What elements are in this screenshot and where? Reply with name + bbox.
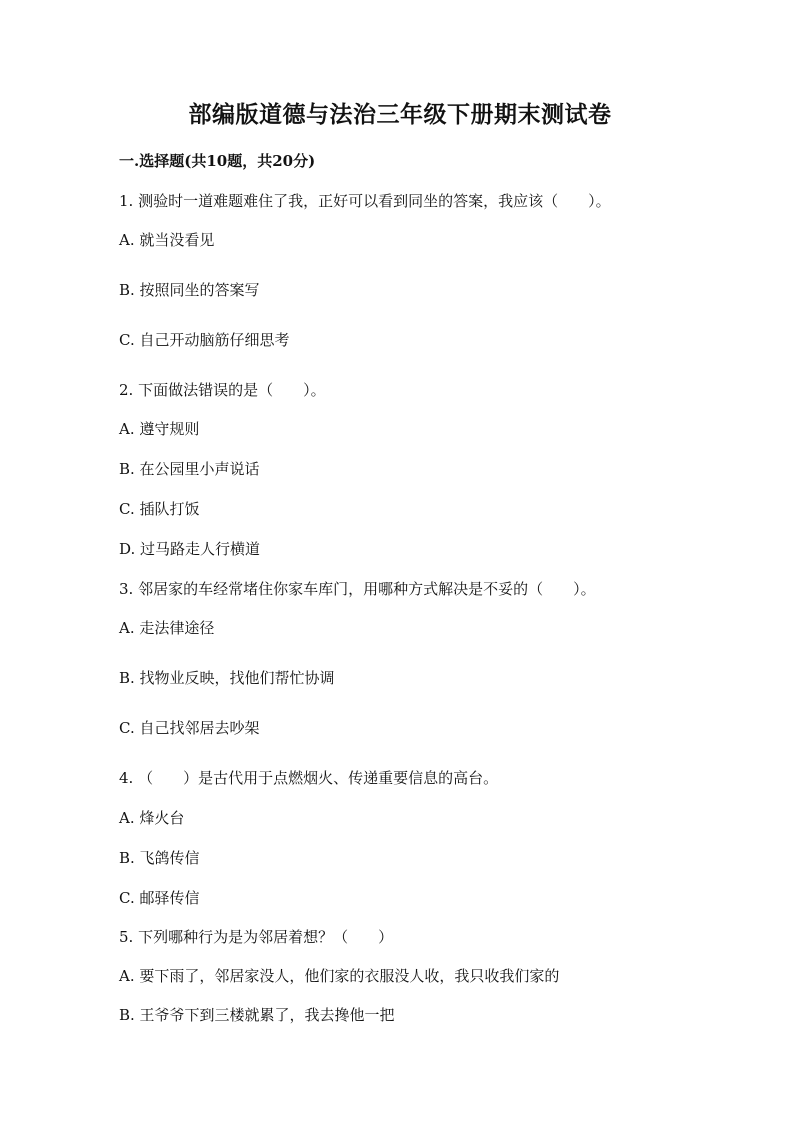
question-1-stem: 1. 测验时一道难题难住了我，正好可以看到同坐的答案，我应该（ ）。 xyxy=(119,192,611,210)
question-5-option-b: B. 王爷爷下到三楼就累了，我去搀他一把 xyxy=(119,1006,395,1024)
question-2-stem: 2. 下面做法错误的是（ ）。 xyxy=(119,381,326,399)
question-4-stem: 4. （ ）是古代用于点燃烟火、传递重要信息的高台。 xyxy=(119,769,499,787)
question-5-option-a: A. 要下雨了，邻居家没人，他们家的衣服没人收，我只收我们家的 xyxy=(119,967,560,985)
question-1-option-a: A. 就当没看见 xyxy=(119,231,215,249)
question-5-stem: 5. 下列哪种行为是为邻居着想？（ ） xyxy=(119,928,394,946)
question-1-option-b: B. 按照同坐的答案写 xyxy=(119,281,260,299)
section-heading: 一.选择题(共10题，共20分) xyxy=(119,152,316,170)
question-2-option-a: A. 遵守规则 xyxy=(119,420,200,438)
question-4-option-c: C. 邮驿传信 xyxy=(119,889,200,907)
question-2-option-b: B. 在公园里小声说话 xyxy=(119,460,260,478)
question-4-option-a: A. 烽火台 xyxy=(119,809,185,827)
question-2-option-c: C. 插队打饭 xyxy=(119,500,200,518)
question-3-option-a: A. 走法律途径 xyxy=(119,619,215,637)
question-4-option-b: B. 飞鸽传信 xyxy=(119,849,200,867)
question-3-stem: 3. 邻居家的车经常堵住你家车库门，用哪种方式解决是不妥的（ ）。 xyxy=(119,580,596,598)
exam-title: 部编版道德与法治三年级下册期末测试卷 xyxy=(188,101,612,128)
question-3-option-b: B. 找物业反映，找他们帮忙协调 xyxy=(119,669,335,687)
question-1-option-c: C. 自己开动脑筋仔细思考 xyxy=(119,331,290,349)
question-2-option-d: D. 过马路走人行横道 xyxy=(119,540,261,558)
question-3-option-c: C. 自己找邻居去吵架 xyxy=(119,719,260,737)
